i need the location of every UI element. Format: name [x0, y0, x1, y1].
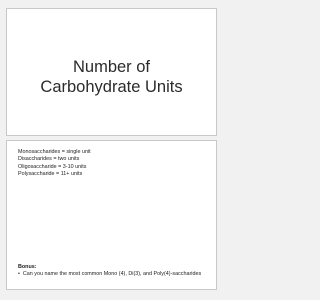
bonus-question: [18, 271, 201, 278]
list-item: Monosaccharides = single unit: [18, 149, 91, 155]
slide-title: [7, 57, 216, 97]
bonus-heading: Bonus:: [18, 264, 37, 270]
list-item: Polysaccharide = 11+ units: [18, 170, 83, 177]
bonus-section: [18, 264, 201, 279]
title-slide: [6, 8, 217, 136]
slide-title-line-2: Carbohydrate Units: [40, 78, 183, 96]
bullet-icon: •: [18, 271, 20, 278]
unit-definitions-list: [18, 149, 91, 178]
list-item: Disaccharides = two units: [18, 156, 80, 163]
bonus-question-text: Can you name the most common Mono (4), Di(3), and Poly(4)-saccharides: [22, 271, 202, 278]
content-slide: [6, 140, 217, 290]
list-item: Oligosaccharide = 3-10 units: [18, 163, 87, 170]
slide-title-line-1: Number of: [72, 58, 151, 76]
